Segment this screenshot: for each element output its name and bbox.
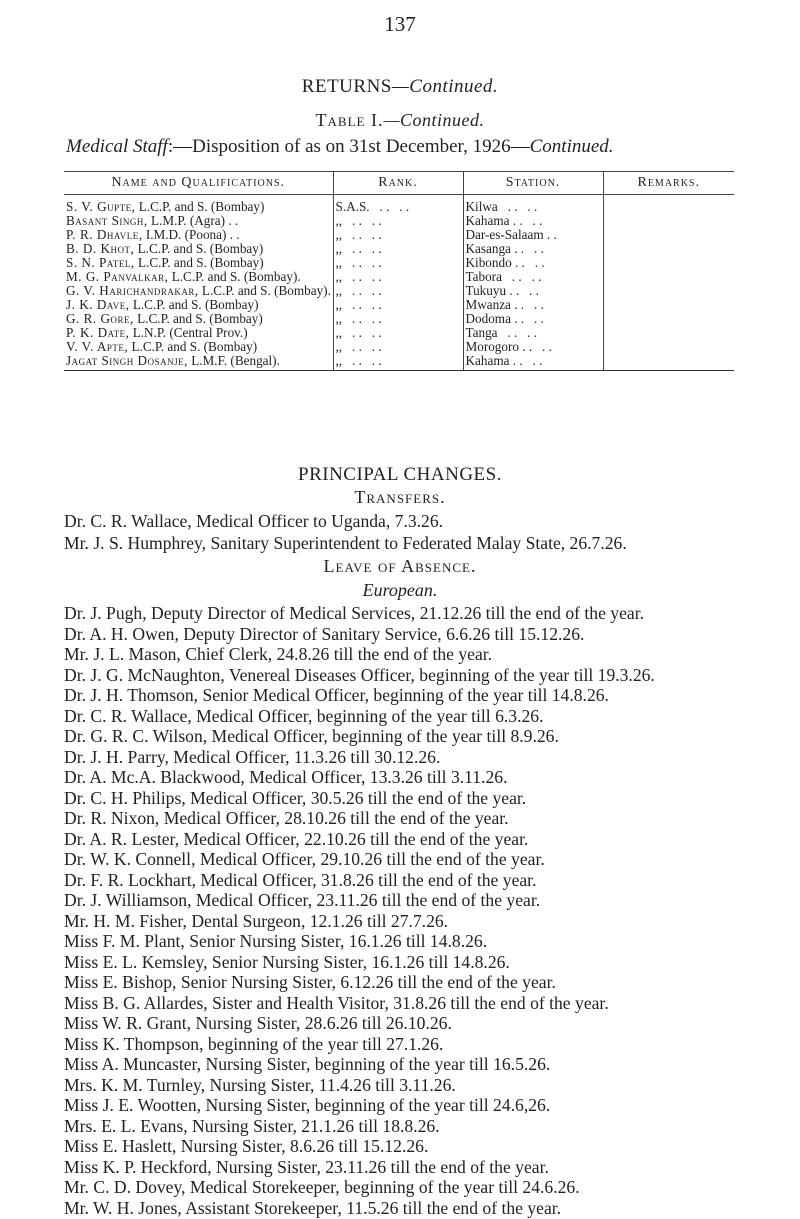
table-row (64, 228, 734, 242)
station-cell: Tabora . . . . (463, 270, 603, 284)
station-cell: Dodoma . . . . (463, 312, 603, 326)
table-row (64, 298, 734, 312)
page-number: 137 (384, 12, 416, 36)
staff-name: Basant Singh, (66, 213, 148, 228)
column-header-rank: Rank. (333, 172, 463, 195)
leave-entry: Dr. J. Pugh, Deputy Director of Medical Services, 21.12.26 till the end of the year. (64, 603, 644, 623)
leave-entry: Mrs. K. M. Turnley, Nursing Sister, 11.4.26 till 3.11.26. (64, 1074, 456, 1095)
leave-entry: Mr. C. D. Dovey, Medical Storekeeper, beginning of the year till 24.6.26. (64, 1177, 580, 1197)
leave-entry: Miss F. M. Plant, Senior Nursing Sister, 16.1.26 till 14.8.26. (64, 931, 488, 951)
station-cell: Dar-es-Salaam . . (463, 228, 603, 242)
name-cell (64, 270, 333, 284)
staff-name: P. R. Dhavle, (66, 227, 143, 242)
returns-heading (0, 76, 800, 98)
table-row (64, 214, 734, 228)
station-cell: Kibondo . . . . (463, 256, 603, 270)
returns-main: RETURNS (301, 76, 392, 97)
staff-qualification: L.C.P. and S. (Bombay) (135, 199, 265, 214)
staff-qualification: L.M.F. (Bengal). (187, 353, 280, 368)
staff-name: G. V. Harichandrakar, (66, 283, 199, 298)
station-cell: Kahama . . . . (463, 354, 603, 371)
leave-entry: Miss E. L. Kemsley, Senior Nursing Sister, 16.1.26 till 14.8.26. (64, 951, 510, 972)
staff-label: Medical Staff (66, 136, 168, 157)
table-row (64, 284, 734, 298)
table-continued: —Continued. (383, 110, 485, 130)
remarks-cell (603, 270, 734, 284)
table-row (64, 312, 734, 326)
staff-qualification: L.M.P. (Agra) . . (147, 213, 239, 228)
leave-entry: Dr. F. R. Lockhart, Medical Officer, 31.8.26 till the end of the year. (64, 869, 537, 890)
table-heading (0, 110, 800, 131)
leave-entry: Mr. H. M. Fisher, Dental Surgeon, 12.1.26 till 27.7.26. (64, 910, 449, 931)
leave-entry: Dr. W. K. Connell, Medical Officer, 29.10.26 till the end of the year. (64, 849, 545, 869)
rank-cell: S.A.S. . . . . (333, 195, 463, 215)
table-row (64, 270, 734, 284)
staff-name: Jagat Singh Dosanje, (66, 353, 188, 368)
rank-cell: ,, . . . . (333, 326, 463, 340)
staff-continued: Continued. (529, 136, 614, 157)
leave-heading: Leave of Absence. (323, 556, 477, 576)
returns-continued: —Continued. (391, 76, 499, 97)
rank-cell: ,, . . . . (333, 284, 463, 298)
name-cell (64, 340, 333, 354)
staff-heading (66, 136, 614, 158)
staff-name: G. R. Gore, (66, 311, 134, 326)
remarks-cell (603, 354, 734, 371)
leave-entry: Mr. J. L. Mason, Chief Clerk, 24.8.26 till the end of the year. (64, 644, 493, 664)
staff-qualification: L.C.P. and S. (Bombay) (134, 255, 264, 270)
staff-qualification: L.N.P. (Central Prov.) (129, 325, 248, 340)
name-cell (64, 312, 333, 326)
name-cell (64, 354, 333, 371)
remarks-cell (603, 312, 734, 326)
name-cell (64, 284, 333, 298)
staff-name: P. K. Date, (66, 325, 130, 340)
leave-entry: Dr. A. Mc.A. Blackwood, Medical Officer, 13.3.26 till 3.11.26. (64, 767, 508, 787)
name-cell (64, 242, 333, 256)
leave-entry: Dr. A. R. Lester, Medical Officer, 22.10.26 till the end of the year. (64, 828, 529, 849)
leave-entry: Mrs. E. L. Evans, Nursing Sister, 21.1.26 till 18.8.26. (64, 1115, 440, 1136)
table-row (64, 256, 734, 270)
leave-entry: Dr. J. H. Parry, Medical Officer, 11.3.26 till 30.12.26. (64, 746, 441, 767)
leave-entry: Miss B. G. Allardes, Sister and Health Visitor, 31.8.26 till the end of the year. (64, 992, 609, 1013)
staff-name: V. V. Apte, (66, 339, 129, 354)
rank-cell: ,, . . . . (333, 270, 463, 284)
remarks-cell (603, 214, 734, 228)
table-main: Table I. (315, 110, 384, 130)
staff-name: J. K. Dave, (66, 297, 130, 312)
rank-cell: ,, . . . . (333, 214, 463, 228)
leave-entry: Miss A. Muncaster, Nursing Sister, beginning of the year till 16.5.26. (64, 1054, 551, 1074)
name-cell (64, 228, 333, 242)
leave-entry: Miss K. Thompson, beginning of the year till 27.1.26. (64, 1033, 444, 1054)
staff-name: B. D. Khot, (66, 241, 135, 256)
rank-cell: ,, . . . . (333, 298, 463, 312)
remarks-cell (603, 298, 734, 312)
leave-entry: Miss E. Bishop, Senior Nursing Sister, 6.12.26 till the end of the year. (64, 972, 556, 992)
transfer-entry: Dr. C. R. Wallace, Medical Officer to Uganda, 7.3.26. (64, 511, 444, 531)
station-cell: Kahama . . . . (463, 214, 603, 228)
leave-entry: Dr. J. Williamson, Medical Officer, 23.11.26 till the end of the year. (64, 890, 541, 910)
station-cell: Kasanga . . . . (463, 242, 603, 256)
staff-name: S. N. Patel, (66, 255, 135, 270)
staff-mid: :—Disposition of as on 31st December, 1926— (167, 136, 530, 157)
leave-entry: Dr. J. H. Thomson, Senior Medical Officer, beginning of the year till 14.8.26. (64, 685, 609, 705)
staff-qualification: I.M.D. (Poona) . . (142, 227, 240, 242)
leave-entry: Miss J. E. Wootten, Nursing Sister, beginning of the year till 24.6,26. (64, 1095, 551, 1115)
leave-entry: Dr. G. R. C. Wilson, Medical Officer, beginning of the year till 8.9.26. (64, 726, 559, 746)
column-header-remarks: Remarks. (603, 172, 734, 195)
leave-entry: Miss W. R. Grant, Nursing Sister, 28.6.26 till 26.10.26. (64, 1013, 452, 1033)
rank-cell: ,, . . . . (333, 228, 463, 242)
leave-entry: Dr. C. R. Wallace, Medical Officer, beginning of the year till 6.3.26. (64, 705, 544, 726)
remarks-cell (603, 242, 734, 256)
rank-cell: ,, . . . . (333, 354, 463, 371)
leave-entry: Dr. J. G. McNaughton, Venereal Diseases Officer, beginning of the year till 19.3.26. (64, 664, 655, 685)
staff-qualification: L.C.P. and S. (Bombay) (134, 241, 264, 256)
name-cell (64, 214, 333, 228)
remarks-cell (603, 228, 734, 242)
principal-changes-heading: PRINCIPAL CHANGES. (298, 464, 502, 485)
name-cell (64, 256, 333, 270)
table-row (64, 354, 734, 371)
rank-cell: ,, . . . . (333, 256, 463, 270)
rank-cell: ,, . . . . (333, 242, 463, 256)
table-row (64, 340, 734, 354)
medical-staff-table (64, 171, 734, 371)
staff-qualification: L.C.P. and S. (Bombay). (198, 283, 331, 298)
station-cell: Morogoro . . . . (463, 340, 603, 354)
name-cell (64, 326, 333, 340)
name-cell (64, 195, 333, 215)
station-cell: Tukuyu . . . . (463, 284, 603, 298)
leave-entry: Miss E. Haslett, Nursing Sister, 8.6.26 till 15.12.26. (64, 1136, 429, 1156)
transfers-heading: Transfers. (354, 487, 446, 507)
station-cell: Tanga . . . . (463, 326, 603, 340)
leave-entry: Dr. R. Nixon, Medical Officer, 28.10.26 till the end of the year. (64, 808, 509, 828)
remarks-cell (603, 284, 734, 298)
rank-cell: ,, . . . . (333, 340, 463, 354)
staff-qualification: L.C.P. and S. (Bombay) (133, 311, 263, 326)
staff-qualification: L.C.P. and S. (Bombay). (168, 269, 301, 284)
staff-name: M. G. Panvalkar, (66, 269, 169, 284)
staff-qualification: L.C.P. and S. (Bombay) (129, 297, 259, 312)
european-heading: European. (362, 580, 438, 600)
remarks-cell (603, 326, 734, 340)
column-header-station: Station. (463, 172, 603, 195)
table-row (64, 242, 734, 256)
table-row (64, 195, 734, 215)
transfer-entry: Mr. J. S. Humphrey, Sanitary Superintendent to Federated Malay State, 26.7.26. (64, 533, 627, 553)
remarks-cell (603, 340, 734, 354)
remarks-cell (603, 256, 734, 270)
rank-cell: ,, . . . . (333, 312, 463, 326)
leave-entry: Dr. A. H. Owen, Deputy Director of Sanitary Service, 6.6.26 till 15.12.26. (64, 623, 585, 644)
station-cell: Kilwa . . . . (463, 195, 603, 215)
staff-qualification: L.C.P. and S. (Bombay) (128, 339, 258, 354)
station-cell: Mwanza . . . . (463, 298, 603, 312)
table-body (64, 195, 734, 371)
staff-name: S. V. Gupte, (66, 199, 136, 214)
leave-entry: Miss K. P. Heckford, Nursing Sister, 23.11.26 till the end of the year. (64, 1156, 549, 1177)
name-cell (64, 298, 333, 312)
table-header-row (64, 172, 734, 195)
leave-entry: Dr. C. H. Philips, Medical Officer, 30.5.26 till the end of the year. (64, 787, 527, 808)
leave-entry: Mr. W. H. Jones, Assistant Storekeeper, 11.5.26 till the end of the year. (64, 1197, 562, 1218)
column-header-name: Name and Qualifications. (64, 172, 333, 195)
remarks-cell (603, 195, 734, 215)
table-row (64, 326, 734, 340)
